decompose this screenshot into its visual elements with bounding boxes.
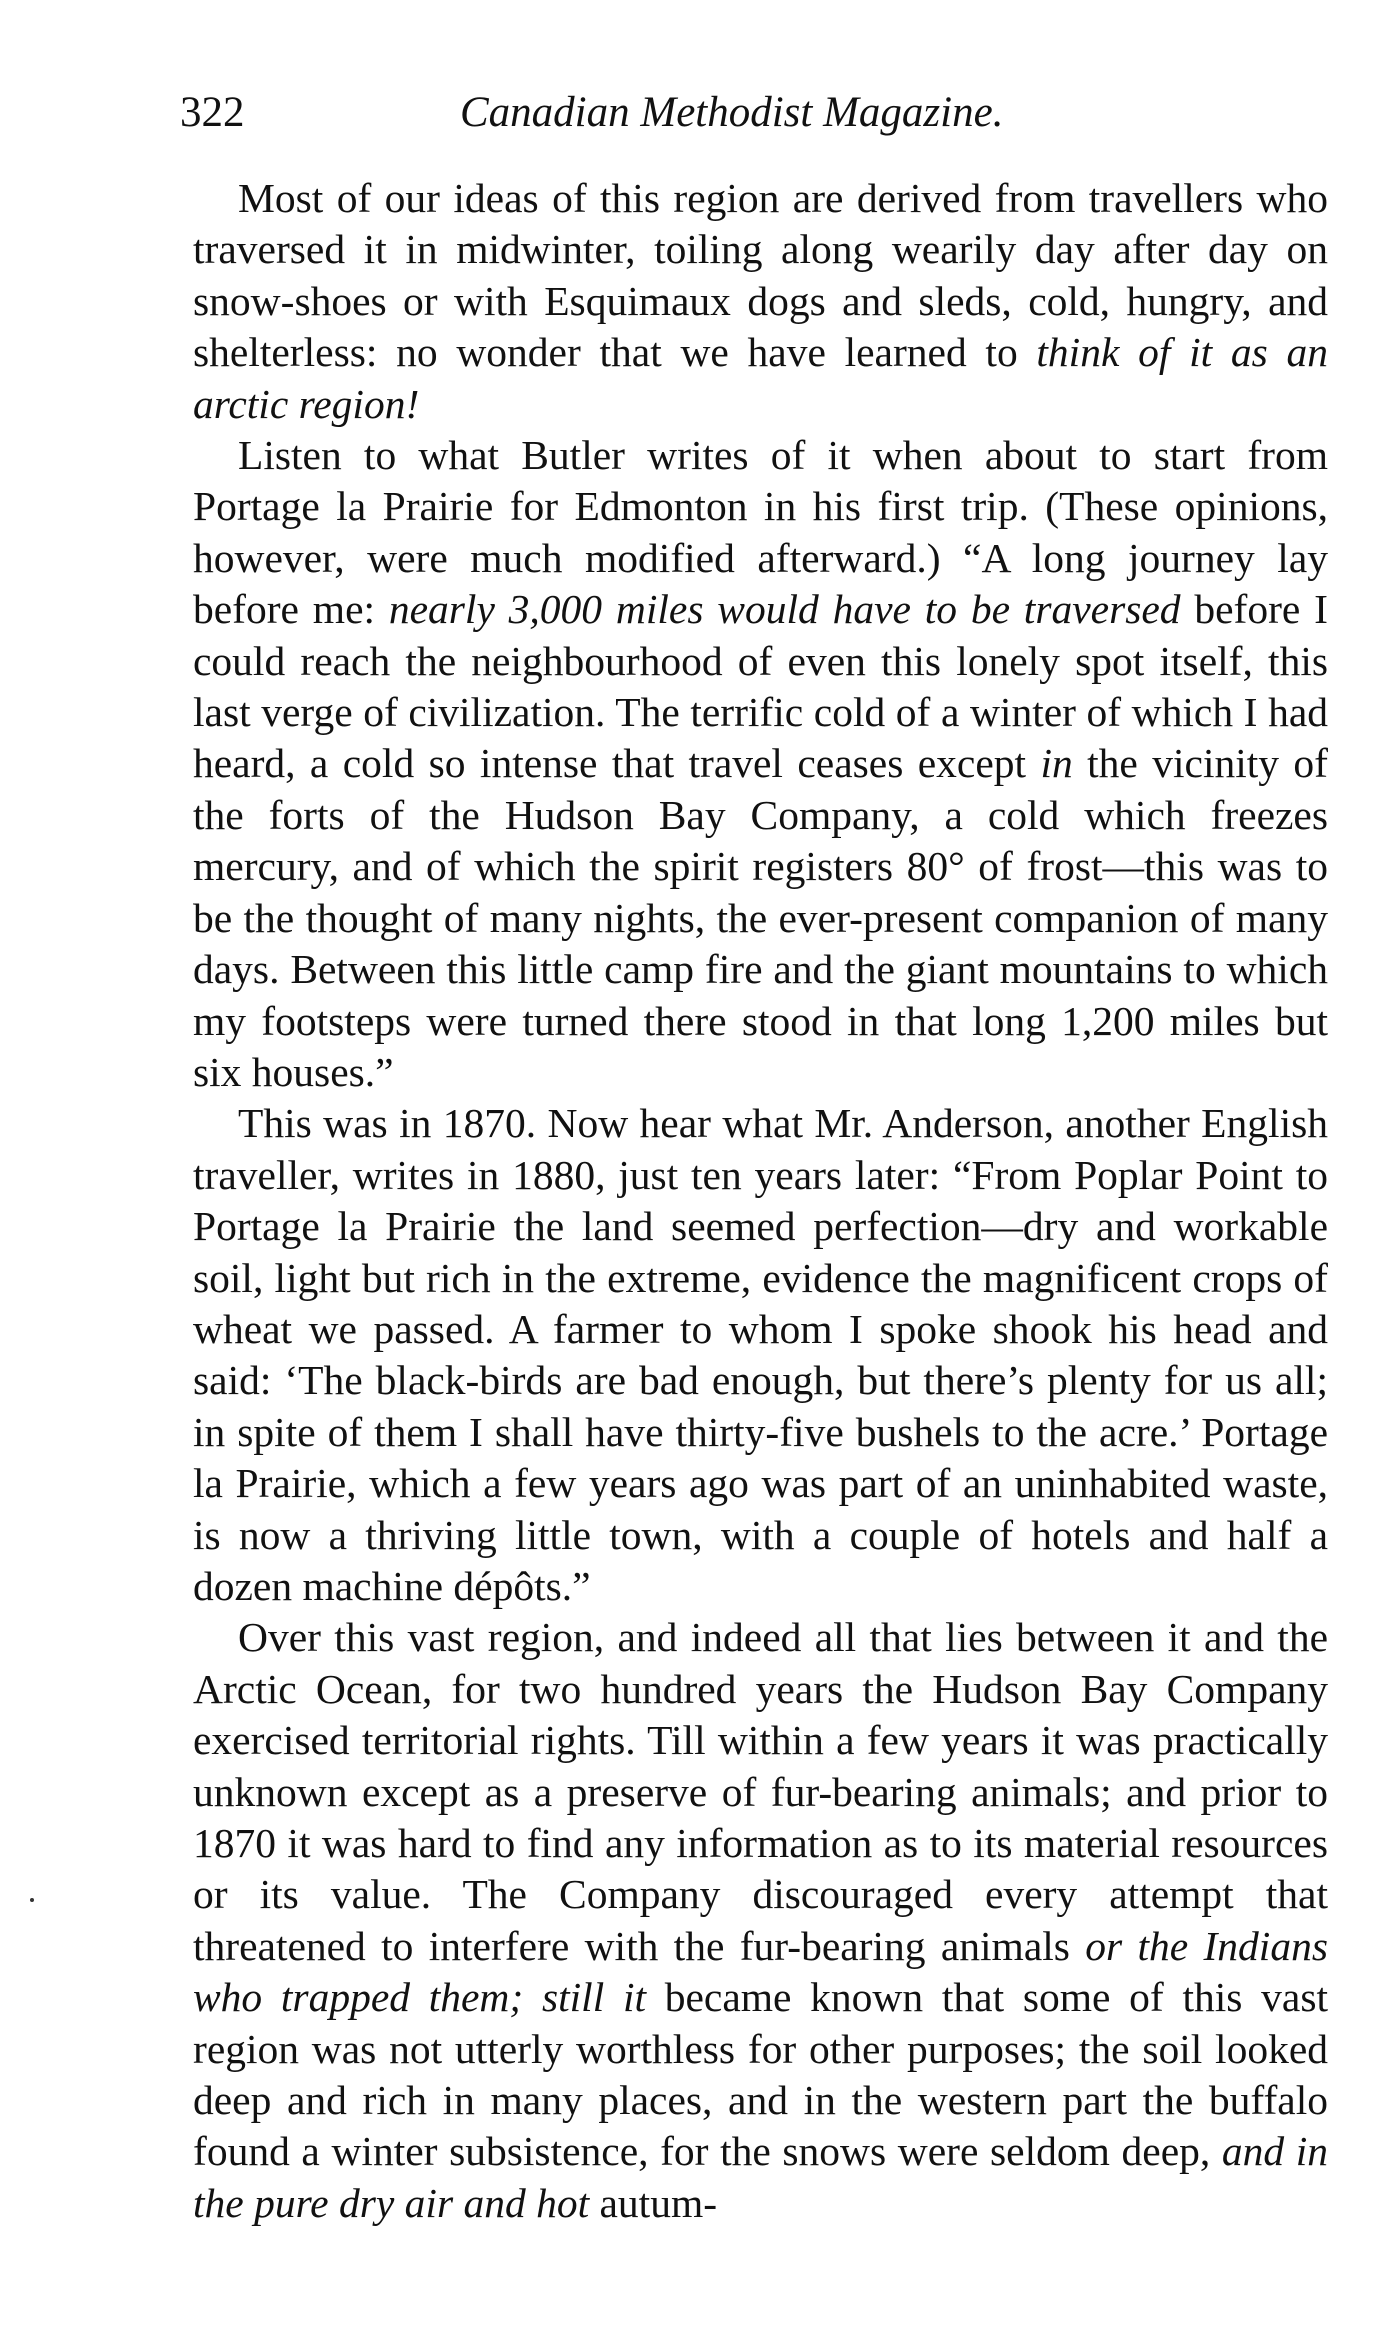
paragraph-run-italic: in bbox=[1040, 740, 1073, 787]
body-text bbox=[193, 173, 1328, 2229]
paragraph-run-italic: nearly 3,000 miles would have to be traversed bbox=[388, 586, 1181, 633]
paragraph-run: the vicinity of the forts of the Hudson Bay Company, a cold which freezes mercury, and of which the spirit registers 80° of frost—this was to be the thought of many nights, the ever-present companion of many days. Between this little camp fire and the giant mountains to which my footsteps were turned there stood in that long 1,200 miles but six houses.” bbox=[193, 740, 1329, 1095]
paragraph-3 bbox=[193, 1098, 1328, 1612]
scan-speck bbox=[30, 1898, 34, 1902]
paragraph-run-italic: or the Indians who trapped them; still it bbox=[193, 1922, 1328, 2021]
paragraph-2 bbox=[193, 430, 1328, 1098]
paragraph-run: Over this vast region, and indeed all that lies between it and the Arctic Ocean, for two hundred years the Hudson Bay Company exercised territorial rights. Till within a few years it was practically unknown except as a preserve of fur-bearing animals; and prior to 1870 it was hard to find any information as to its material resources or its value. The Company discouraged every attempt that threatened to interfere with the fur-bearing animals bbox=[193, 1614, 1328, 1969]
paragraph-run-italic: think of it as an arctic region! bbox=[193, 329, 1328, 427]
paragraph-4 bbox=[193, 1612, 1328, 2229]
paragraph-run: This was in 1870. Now hear what Mr. Anderson, another English traveller, writes in 1880, just ten years later: “From Poplar Point to Portage la Prairie the land seemed perfection—dry and workable soil, light but rich in the extreme, evidence the magnificent crops of wheat we passed. A farmer to whom I spoke shook his head and said: ‘The black-birds are bad enough, but there’s plenty for us all; in spite of them I shall have thirty-five bushels to the acre.’ Portage la Prairie, which a few years ago was part of an uninhabited waste, is now a thriving little town, with a couple of hotels and half a dozen machine dépôts.” bbox=[193, 1100, 1328, 1609]
running-title: Canadian Methodist Magazine. bbox=[460, 89, 1004, 136]
paragraph-run-italic: and in the pure dry air and hot bbox=[193, 2128, 1329, 2226]
paragraph-run: autum- bbox=[589, 2179, 718, 2226]
paragraph-run: before I could reach the neighbourhood of even this lonely spot itself, this last verge of civilization. The terrific cold of a winter of which I had heard, a cold so intense that travel ceases except bbox=[193, 586, 1328, 787]
page-header bbox=[180, 88, 1330, 148]
paragraph-run: became known that some of this vast region was not utterly worthless for other purposes; the soil looked deep and rich in many places, and in the western part the buffalo found a winter subsistence, for the snows were seldom deep, bbox=[193, 1974, 1328, 2175]
paragraph-run: Most of our ideas of this region are derived from travellers who traversed it in midwinter, toiling along wearily day after day on snow-shoes or with Esquimaux dogs and sleds, cold, hungry, and shelterless: no wonder that we have learned to bbox=[193, 175, 1328, 376]
paragraph-run: Listen to what Butler writes of it when about to start from Portage la Prairie for Edmonton in his first trip. (These opinions, however, were much modified afterward.) “A long journey lay before me: bbox=[193, 432, 1328, 633]
paragraph-1 bbox=[193, 173, 1328, 430]
page-number: 322 bbox=[180, 89, 245, 136]
